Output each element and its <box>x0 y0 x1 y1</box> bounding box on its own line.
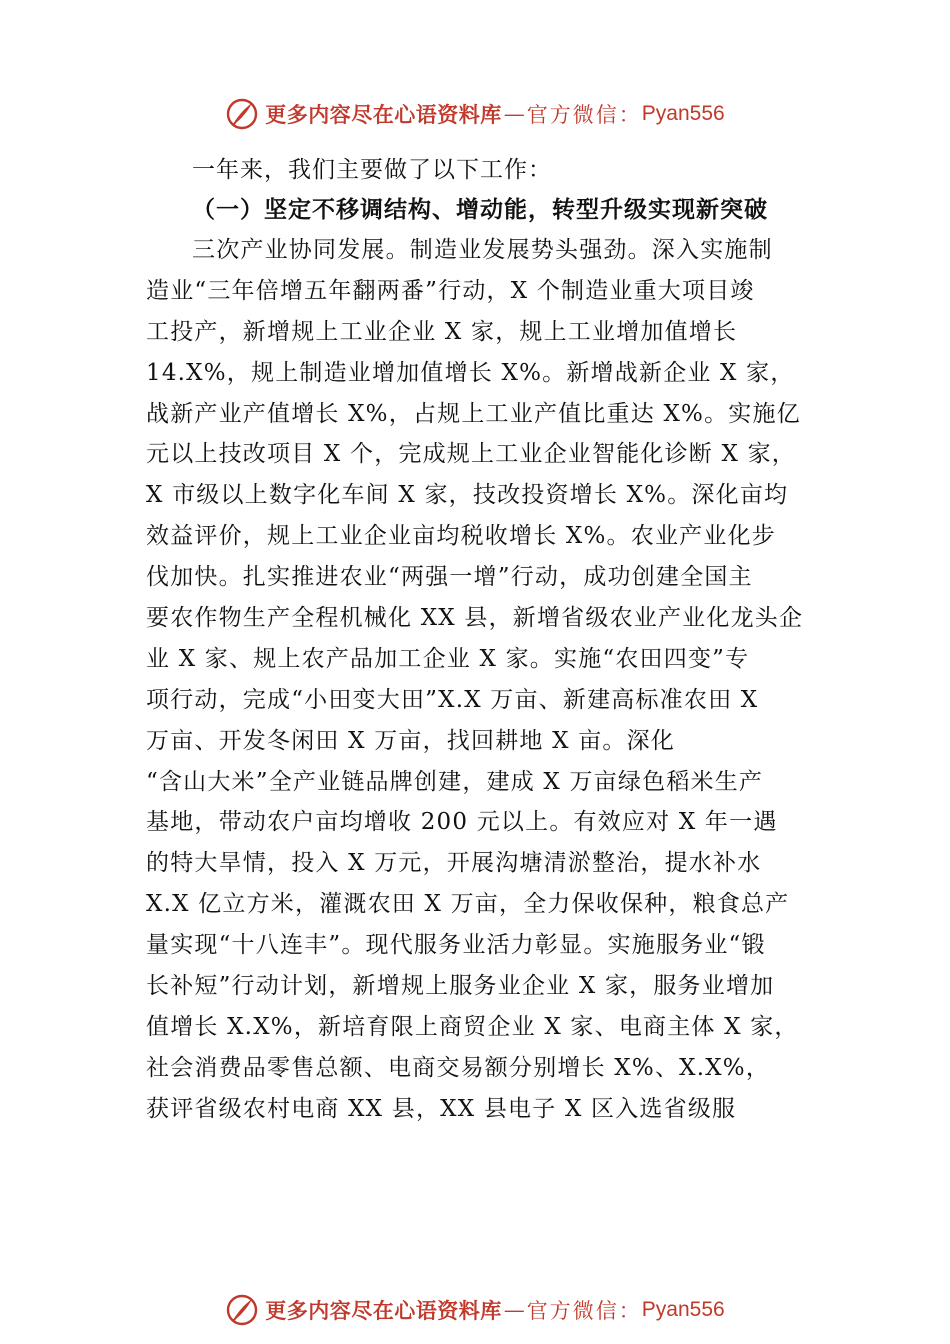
paragraph-line: 要农作物生产全程机械化 XX 县，新增省级农业产业化龙头企 <box>146 605 804 632</box>
intro-text: 一年来，我们主要做了以下工作： <box>192 157 552 183</box>
watermark-label: 官方微信： <box>526 1299 642 1323</box>
watermark-footer <box>0 1290 950 1330</box>
paragraph-line: “含山大米”全产业链品牌创建，建成 X 万亩绿色稻米生产 <box>146 768 764 795</box>
paragraph-line: 基地，带动农户亩均增收 200 元以上。有效应对 X 年一遇 <box>146 809 778 836</box>
paragraph-line: 量实现“十八连丰”。现代服务业活力彰显。实施服务业“锻 <box>146 932 766 959</box>
paragraph-line: 长补短”行动计划，新增规上服务业企业 X 家，服务业增加 <box>146 973 775 1000</box>
section-heading: （一）坚定不移调结构、增动能，转型升级实现新突破 <box>192 196 768 223</box>
watermark-site-text: 更多内容尽在心语资料库 <box>265 102 502 127</box>
watermark-site-text: 更多内容尽在心语资料库 <box>265 1298 502 1323</box>
paragraph-line: 三次产业协同发展。制造业发展势头强劲。深入实施制 <box>192 237 773 263</box>
watermark-dash: — <box>503 1298 525 1322</box>
paragraph-line: 效益评价，规上工业企业亩均税收增长 X%。农业产业化步 <box>146 523 776 550</box>
paragraph-line: 社会消费品零售总额、电商交易额分别增长 X%、X.X%， <box>146 1054 771 1081</box>
watermark-label: 官方微信： <box>526 103 642 127</box>
watermark-header <box>0 94 950 134</box>
paragraph-line: 造业“三年倍增五年翻两番”行动，X 个制造业重大项目竣 <box>146 277 755 304</box>
paragraph-line: 工投产，新增规上工业企业 X 家，规上工业增加值增长 <box>146 318 738 345</box>
paragraph-line: 业 X 家、规上农产品加工企业 X 家。实施“农田四变”专 <box>146 645 750 672</box>
paragraph-line: 元以上技改项目 X 个，完成规上工业企业智能化诊断 X 家， <box>146 441 796 468</box>
paragraph-line: X.X 亿立方米，灌溉农田 X 万亩，全力保收保种，粮食总产 <box>146 891 790 918</box>
watermark-dash: — <box>503 102 525 126</box>
paragraph-line: 的特大旱情，投入 X 万元，开展沟塘清淤整治，提水补水 <box>146 850 762 877</box>
quill-logo-icon <box>225 97 259 131</box>
paragraph-line: 战新产业产值增长 X%，占规上工业产值比重达 X%。实施亿 <box>146 400 801 427</box>
paragraph-line: 14.X%，规上制造业增加值增长 X%。新增战新企业 X 家， <box>146 359 795 386</box>
paragraph-line: X 市级以上数字化车间 X 家，技改投资增长 X%。深化亩均 <box>146 482 789 509</box>
paragraph-line: 值增长 X.X%，新培育限上商贸企业 X 家、电商主体 X 家， <box>146 1013 799 1040</box>
quill-logo-icon <box>225 1293 259 1327</box>
paragraph-line: 万亩、开发冬闲田 X 万亩，找回耕地 X 亩。深化 <box>146 727 675 754</box>
body-paragraph <box>146 234 816 1134</box>
watermark-wechat-id: Pyan556 <box>641 102 725 125</box>
paragraph-line: 伐加快。扎实推进农业“两强一增”行动，成功创建全国主 <box>146 564 753 591</box>
watermark-wechat-id: Pyan556 <box>641 1298 725 1321</box>
paragraph-line: 项行动，完成“小田变大田”X.X 万亩、新建高标准农田 X <box>146 686 759 713</box>
paragraph-line: 获评省级农村电商 XX 县，XX 县电子 X 区入选省级服 <box>146 1095 737 1122</box>
